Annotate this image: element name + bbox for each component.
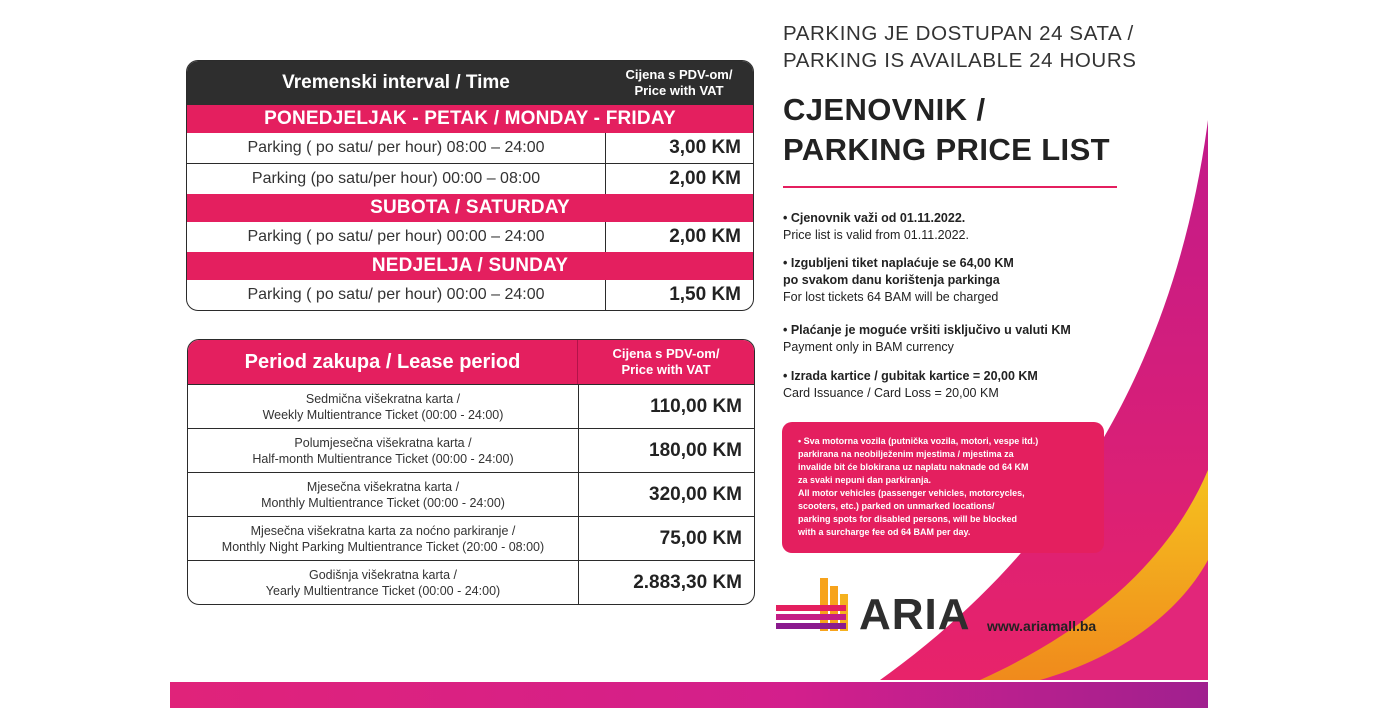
header-lease-label: Period zakupa / Lease period (244, 350, 521, 373)
header-time-label: Vremenski interval / Time (282, 72, 510, 93)
table-row: Polumjesečna višekratna karta / Half-month Multientrance Ticket (00:00 - 24:00) 180,00 KM (188, 428, 754, 472)
brand-name: ARIA (859, 590, 971, 639)
info-card: • Izrada kartice / gubitak kartice = 20,00 KM Card Issuance / Card Loss = 20,00 KM (783, 369, 1038, 400)
bottom-band (170, 682, 1208, 708)
page-title: CJENOVNIK / PARKING PRICE LIST (783, 92, 1110, 167)
table-row: Mjesečna višekratna karta / Monthly Multientrance Ticket (00:00 - 24:00) 320,00 KM (188, 472, 754, 516)
warning-box: • Sva motorna vozila (putnička vozila, motori, vespe itd.) parkirana na neobilježenim mjestima / mjestima za invalide bit će blokirana uz naplatu naknade od 64 KM za svaki nepuni dan parkiranja. All motor vehicles (passenger vehicles, motorcycles, scooters, etc.) parked on unmarked locations/ parking spots for disabled persons, will be blocked with a surcharge fee od 64 BAM per day. (782, 422, 1104, 553)
header-price-label: Cijena s PDV-om/ Price with VAT (625, 67, 733, 98)
hourly-price-table (186, 60, 754, 311)
section-sunday: NEDJELJA / SUNDAY (187, 252, 753, 280)
section-saturday: SUBOTA / SATURDAY (187, 194, 753, 222)
header-price-label: Cijena s PDV-om/ Price with VAT (577, 340, 754, 384)
table-row: Sedmična višekratna karta / Weekly Multientrance Ticket (00:00 - 24:00) 110,00 KM (188, 384, 754, 428)
website-link[interactable]: www.ariamall.ba (987, 618, 1097, 634)
info-lost-ticket: • Izgubljeni tiket naplaćuje se 64,00 KM po svakom danu korištenja parkinga For lost tickets 64 BAM will be charged (783, 256, 1014, 304)
table-row: Mjesečna višekratna karta za noćno parkiranje / Monthly Night Parking Multientrance Ticket (20:00 - 08:00) 75,00 KM (188, 516, 754, 560)
table-row: Parking ( po satu/ per hour) 00:00 – 24:00 1,50 KM (187, 280, 753, 310)
table-row: Parking ( po satu/ per hour) 00:00 – 24:00 2,00 KM (187, 222, 753, 252)
table-row: Parking (po satu/per hour) 00:00 – 08:00 2,00 KM (187, 163, 753, 194)
table-row: Godišnja višekratna karta / Yearly Multientrance Ticket (00:00 - 24:00) 2.883,30 KM (188, 560, 754, 604)
title-divider (783, 186, 1117, 188)
lease-price-table (187, 339, 755, 605)
info-validity: • Cjenovnik važi od 01.11.2022. Price list is valid from 01.11.2022. (783, 211, 969, 242)
table-row: Parking ( po satu/ per hour) 08:00 – 24:00 3,00 KM (187, 133, 753, 163)
availability-notice: PARKING JE DOSTUPAN 24 SATA / PARKING IS AVAILABLE 24 HOURS (783, 22, 1137, 72)
info-payment: • Plaćanje je moguće vršiti isključivo u valuti KM Payment only in BAM currency (783, 323, 1071, 354)
hourly-table-header (187, 61, 753, 105)
section-weekdays: PONEDJELJAK - PETAK / MONDAY - FRIDAY (187, 105, 753, 133)
lease-table-header (188, 340, 754, 384)
